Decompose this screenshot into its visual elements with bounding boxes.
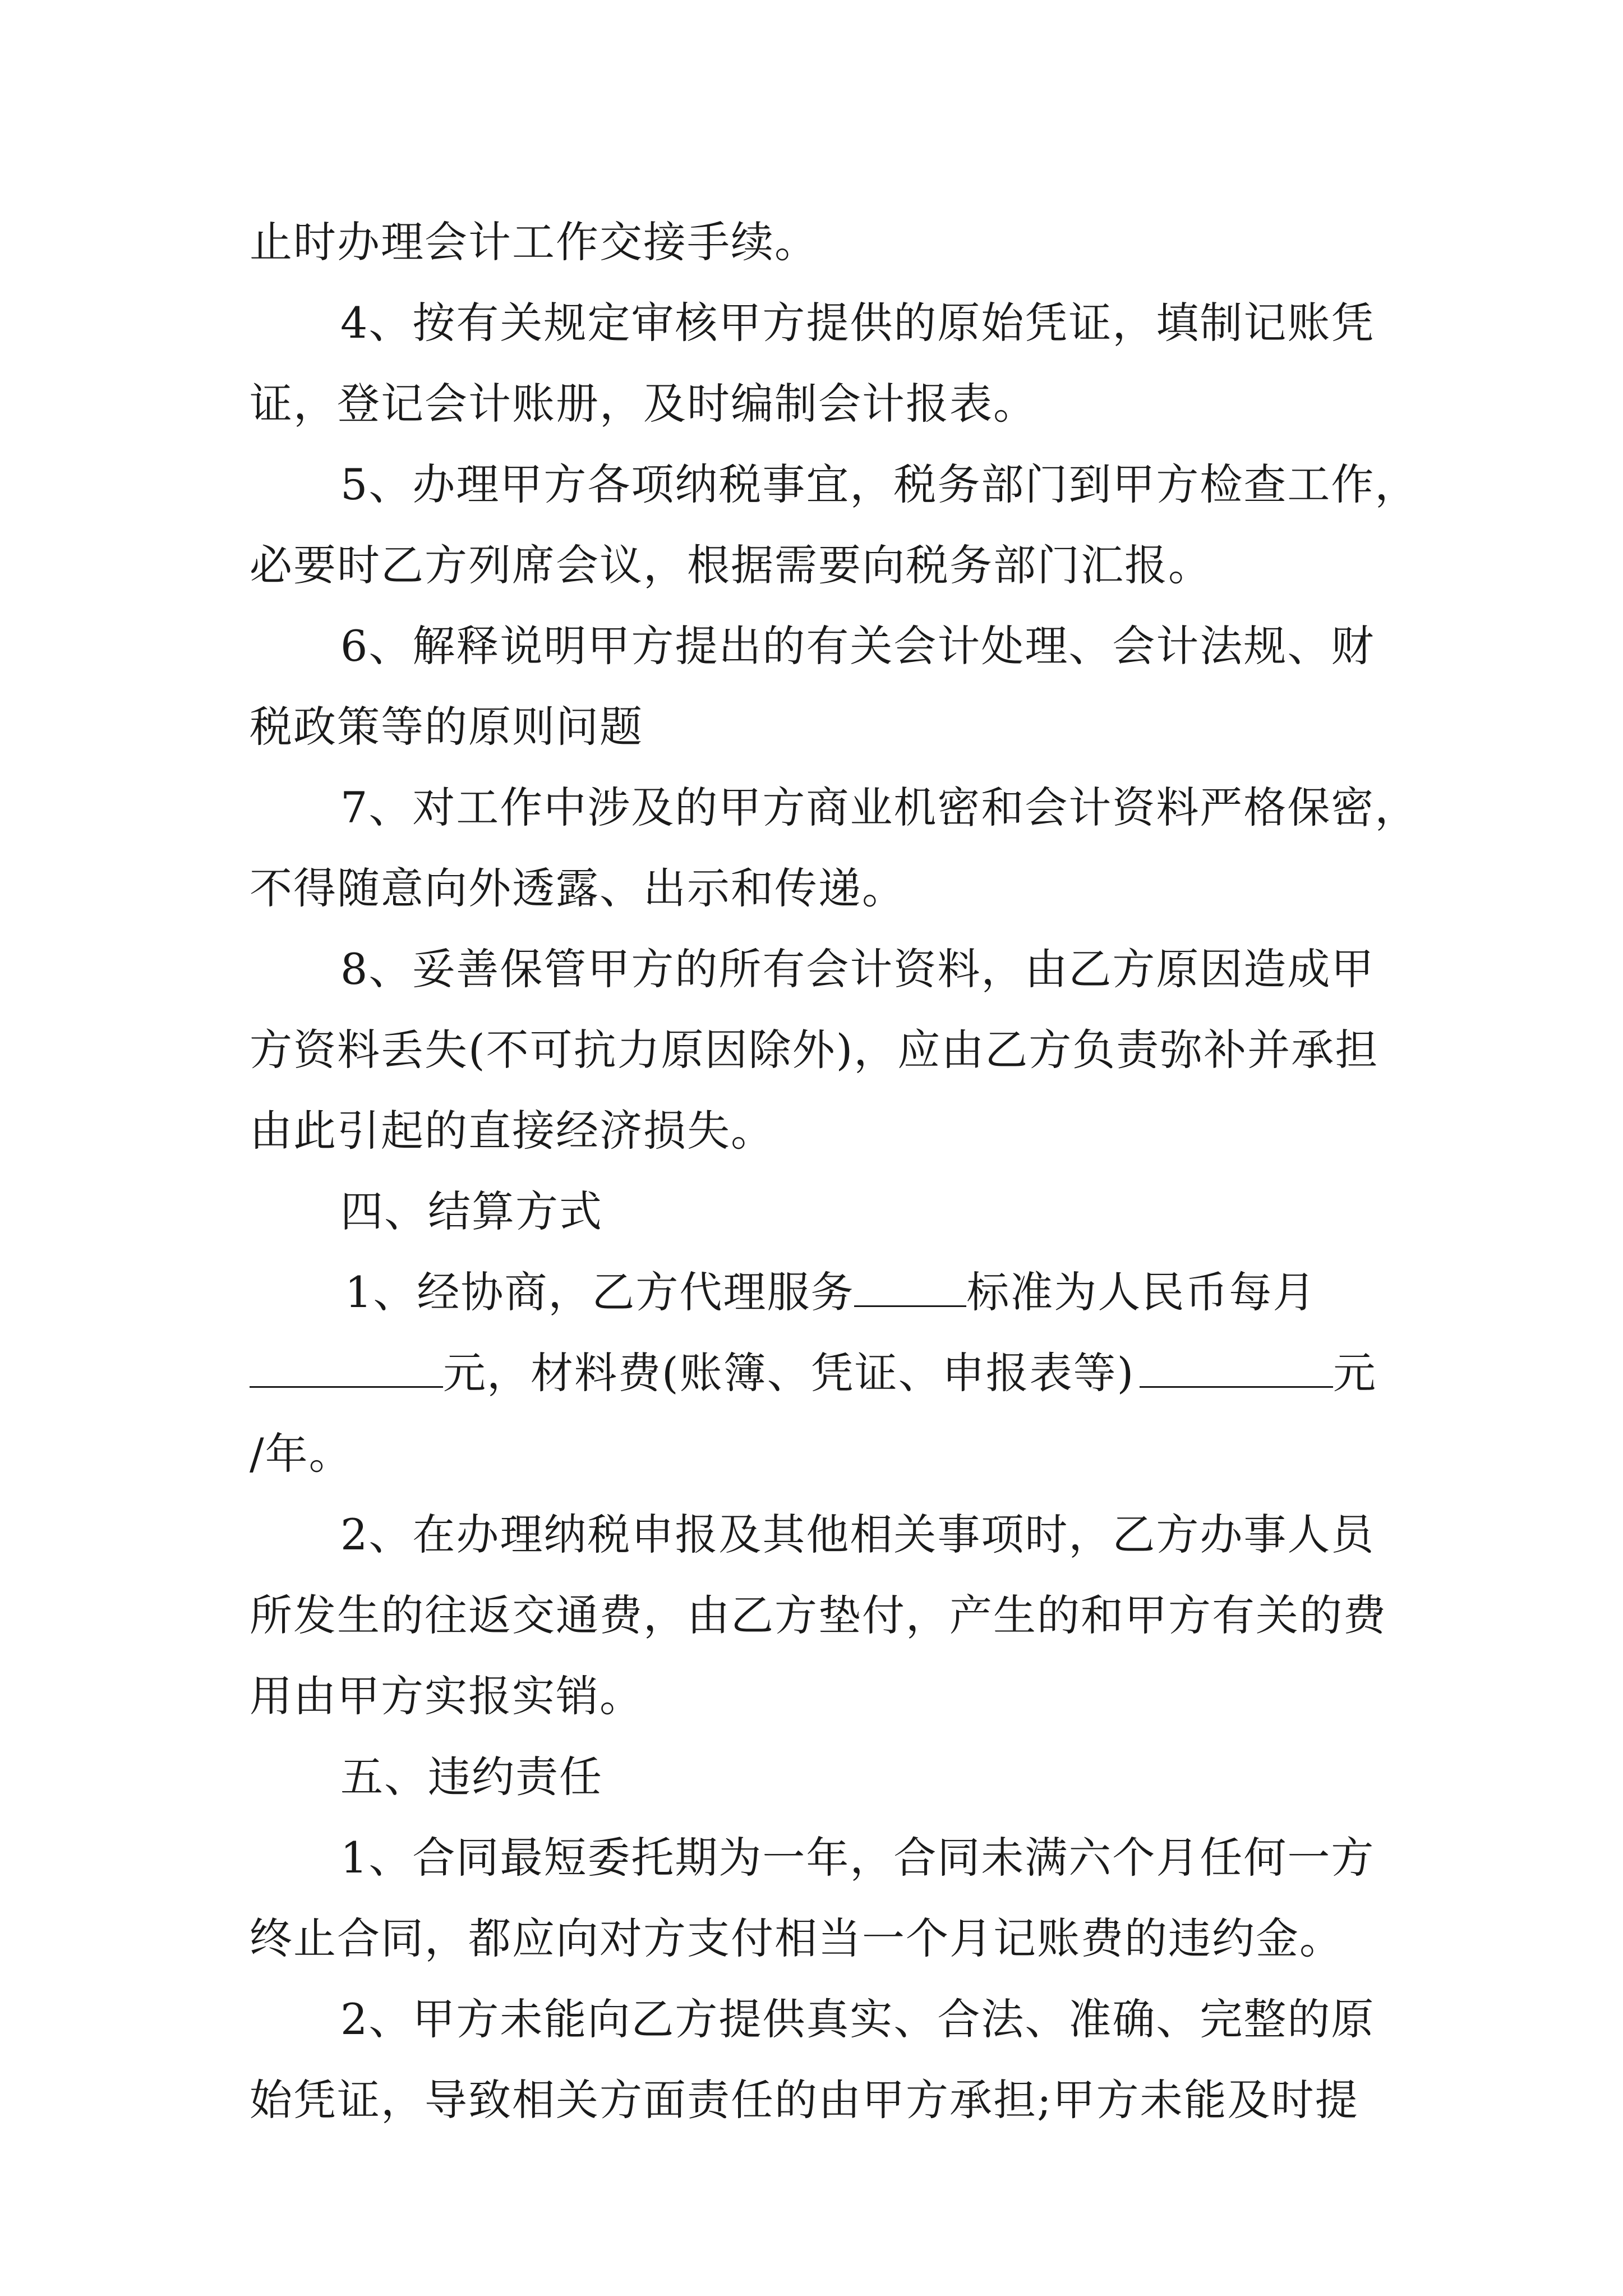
text-line: 方资料丢失(不可抗力原因除外)，应由乙方负责弥补并承担 xyxy=(250,1025,1379,1075)
fill-in-blank xyxy=(250,1346,443,1388)
text-line: 6、解释说明甲方提出的有关会计处理、会计法规、财 xyxy=(340,621,1375,671)
text-line: 2、在办理纳税申报及其他相关事项时，乙方办事人员 xyxy=(340,1510,1375,1559)
text-line: 止时办理会计工作交接手续。 xyxy=(250,217,818,267)
text-line: 不得随意向外透露、出示和传递。 xyxy=(250,863,906,913)
text-line: 始凭证，导致相关方面责任的由甲方承担;甲方未能及时提 xyxy=(250,2075,1359,2125)
document-body xyxy=(250,202,1419,2141)
text-line xyxy=(250,1333,1377,1414)
section-heading: 五、违约责任 xyxy=(340,1752,603,1802)
fill-in-blank xyxy=(1140,1346,1333,1388)
text-segment: 标准为人民币每月 xyxy=(966,1267,1317,1317)
text-line: 终止合同，都应向对方支付相当一个月记账费的违约金。 xyxy=(250,1913,1343,1963)
text-line: 用由甲方实报实销。 xyxy=(250,1671,643,1721)
text-segment: 元，材料费(账簿、凭证、申报表等) xyxy=(443,1348,1135,1398)
text-line: 由此引起的直接经济损失。 xyxy=(250,1106,774,1156)
text-line: 税政策等的原则问题 xyxy=(250,702,643,752)
text-line: 必要时乙方列席会议，根据需要向税务部门汇报。 xyxy=(250,540,1212,590)
text-segment: 1、经协商，乙方代理服务 xyxy=(345,1267,855,1317)
text-line: 证，登记会计账册，及时编制会计报表。 xyxy=(250,379,1037,429)
section-heading: 四、结算方式 xyxy=(340,1186,603,1236)
text-line: 2、甲方未能向乙方提供真实、合法、准确、完整的原 xyxy=(340,1994,1375,2044)
text-line: 7、对工作中涉及的甲方商业机密和会计资料严格保密， xyxy=(340,783,1419,832)
fill-in-blank xyxy=(854,1265,966,1307)
text-line xyxy=(250,1252,1377,1333)
text-line: 1、合同最短委托期为一年，合同未满六个月任何一方 xyxy=(340,1833,1375,1883)
text-segment: 元 xyxy=(1333,1348,1377,1398)
text-line: /年。 xyxy=(250,1429,353,1479)
text-line: 所发生的往返交通费，由乙方垫付，产生的和甲方有关的费 xyxy=(250,1590,1387,1640)
text-line: 4、按有关规定审核甲方提供的原始凭证，填制记账凭 xyxy=(340,298,1375,348)
text-line: 8、妥善保管甲方的所有会计资料，由乙方原因造成甲 xyxy=(340,944,1375,994)
text-line: 5、办理甲方各项纳税事宜，税务部门到甲方检查工作， xyxy=(340,459,1419,509)
